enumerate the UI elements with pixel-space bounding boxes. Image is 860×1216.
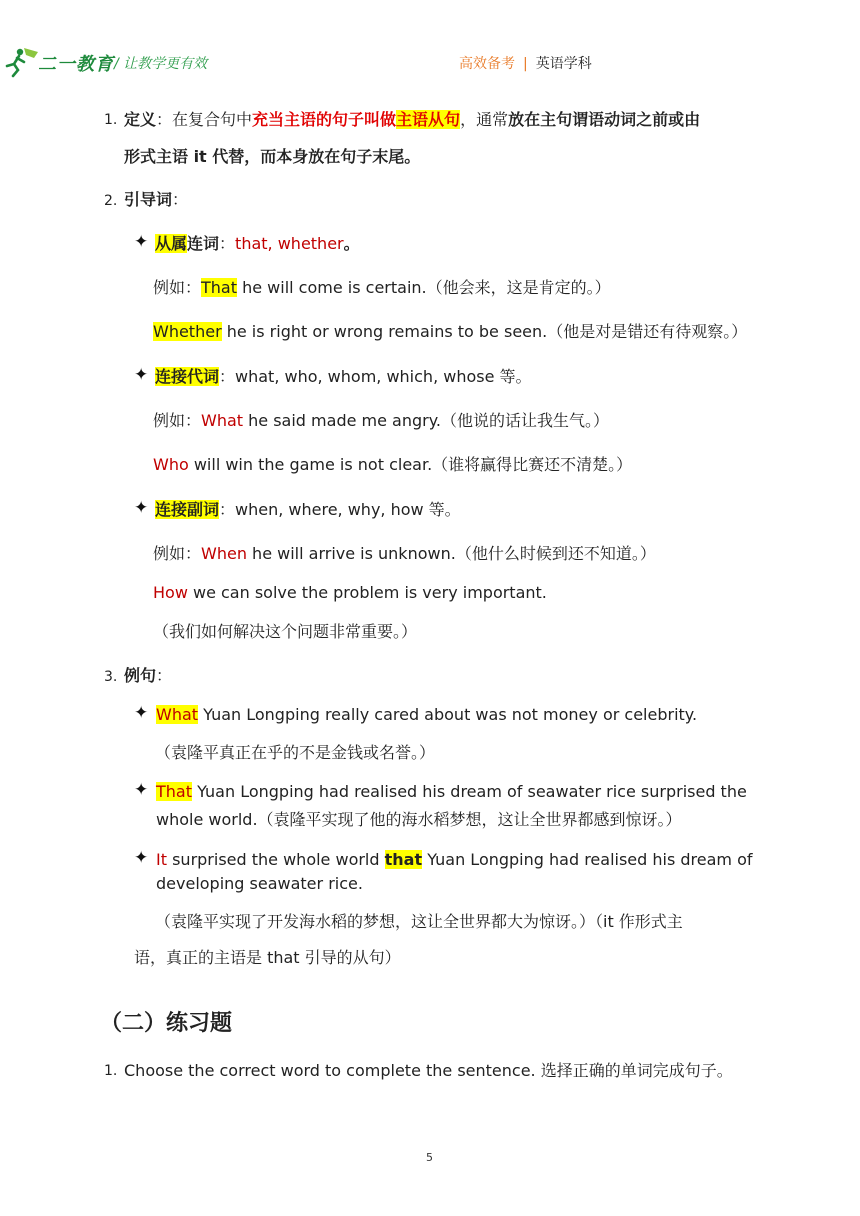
logo-text: 二一教育 xyxy=(38,54,114,75)
connectives-label: 引导词 xyxy=(124,190,173,209)
star-bullet-icon: ✦ xyxy=(134,780,149,800)
definition-term: 主语从句 xyxy=(396,110,461,129)
example-when xyxy=(153,543,656,565)
item-3-number: 3. xyxy=(104,669,118,685)
conjunction-label-b: 连词 xyxy=(187,234,220,253)
sentence-3 xyxy=(156,849,753,871)
definition-text-1: ：在复合句中 xyxy=(156,110,253,129)
example-how-translation: （我们如何解决这个问题非常重要。） xyxy=(153,622,418,641)
connectives-colon: ： xyxy=(172,190,189,209)
example-keyword: How xyxy=(153,583,188,602)
example-sentence: he said made me angry.（他说的话让我生气。） xyxy=(243,411,609,430)
sentence-3-translation-1: （袁隆平实现了开发海水稻的梦想，这让全世界都大为惊讶。）（it 作形式主 xyxy=(155,912,683,931)
example-keyword: Whether xyxy=(153,322,222,341)
example-keyword: What xyxy=(201,411,244,430)
sentence-keyword-that: that xyxy=(384,850,423,869)
example-who xyxy=(153,454,632,476)
sentence-keyword: What xyxy=(156,705,199,724)
sentence-3-line2: developing seawater rice. xyxy=(156,874,363,893)
conjunction-colon: ： xyxy=(219,234,236,253)
example-that xyxy=(153,277,611,299)
sentence-keyword: That xyxy=(156,782,192,801)
example-keyword: That xyxy=(201,278,238,297)
adverb-label: 连接副词 xyxy=(155,500,220,519)
example-prefix: 例如： xyxy=(153,278,202,297)
item-3-heading xyxy=(124,665,172,687)
question-1-number: 1. xyxy=(104,1063,118,1079)
sentence-text-b: Yuan Longping had realised his dream of xyxy=(422,850,753,869)
item-1-definition-line2: 形式主语 it 代替，而本身放在句子末尾。 xyxy=(124,147,421,166)
header-separator: | xyxy=(523,56,528,72)
item-1-definition xyxy=(124,109,700,131)
example-prefix: 例如： xyxy=(153,411,202,430)
connective-adverbs xyxy=(155,499,461,521)
sentence-keyword-it: It xyxy=(156,850,167,869)
header-right xyxy=(459,53,592,73)
conjunction-label-a: 从属 xyxy=(155,234,188,253)
sentence-text-a: surprised the whole world xyxy=(167,850,385,869)
adverb-list: ：when, where, why, how 等。 xyxy=(219,500,461,519)
header-title: 高效备考 xyxy=(459,56,515,72)
example-prefix: 例如： xyxy=(153,544,202,563)
star-bullet-icon: ✦ xyxy=(134,703,149,723)
pronoun-label: 连接代词 xyxy=(155,367,220,386)
sentence-1 xyxy=(156,704,697,726)
question-1-text: Choose the correct word to complete the sentence. 选择正确的单词完成句子。 xyxy=(124,1061,733,1080)
subordinating-conjunctions xyxy=(155,233,360,255)
examples-label: 例句 xyxy=(124,666,157,685)
sentence-2 xyxy=(156,781,747,803)
sentence-3-translation-2: 语，真正的主语是 that 引导的从句） xyxy=(134,948,401,967)
pronoun-list: ：what, who, whom, which, whose 等。 xyxy=(219,367,532,386)
star-bullet-icon: ✦ xyxy=(134,365,149,385)
star-bullet-icon: ✦ xyxy=(134,848,149,868)
header-subject: 英语学科 xyxy=(535,56,592,72)
star-bullet-icon: ✦ xyxy=(134,498,149,518)
item-1-number: 1. xyxy=(104,112,118,128)
conjunction-end: 。 xyxy=(343,234,360,253)
sentence-text: Yuan Longping really cared about was not money or celebrity. xyxy=(198,705,698,724)
sentence-text: Yuan Longping had realised his dream of seawater rice surprised the xyxy=(192,782,747,801)
sentence-2-line2: whole world.（袁隆平实现了他的海水稻梦想，这让全世界都感到惊讶。） xyxy=(156,810,682,829)
example-sentence: he is right or wrong remains to be seen.（他是对是错还有待观察。） xyxy=(221,322,748,341)
definition-text-4: 放在主句谓语动词之前或由 xyxy=(508,110,701,129)
definition-text-2: 充当主语的句子叫做 xyxy=(252,110,397,129)
example-sentence: he will arrive is unknown.（他什么时候到还不知道。） xyxy=(246,544,656,563)
definition-label: 定义 xyxy=(124,110,157,129)
sentence-1-translation: （袁隆平真正在乎的不是金钱或名誉。） xyxy=(155,743,436,762)
item-2-number: 2. xyxy=(104,193,118,209)
example-sentence: will win the game is not clear.（谁将赢得比赛还不清楚。） xyxy=(188,455,633,474)
example-sentence: he will come is certain.（他会来，这是肯定的。） xyxy=(237,278,611,297)
header-slogan: / 让教学更有效 xyxy=(114,56,208,72)
example-sentence: we can solve the problem is very important. xyxy=(187,583,547,602)
example-what xyxy=(153,410,609,432)
example-keyword: When xyxy=(201,544,247,563)
item-2-heading xyxy=(124,189,188,211)
example-keyword: Who xyxy=(153,455,189,474)
example-how xyxy=(153,582,547,604)
conjunction-words: that, whether xyxy=(235,234,344,253)
connective-pronouns xyxy=(155,366,532,388)
page-number: 5 xyxy=(426,1151,433,1164)
star-bullet-icon: ✦ xyxy=(134,232,149,252)
definition-text-3: ，通常 xyxy=(460,110,509,129)
section-title: （二）练习题 xyxy=(100,1011,233,1036)
examples-colon: ： xyxy=(156,666,173,685)
example-whether xyxy=(153,321,747,343)
